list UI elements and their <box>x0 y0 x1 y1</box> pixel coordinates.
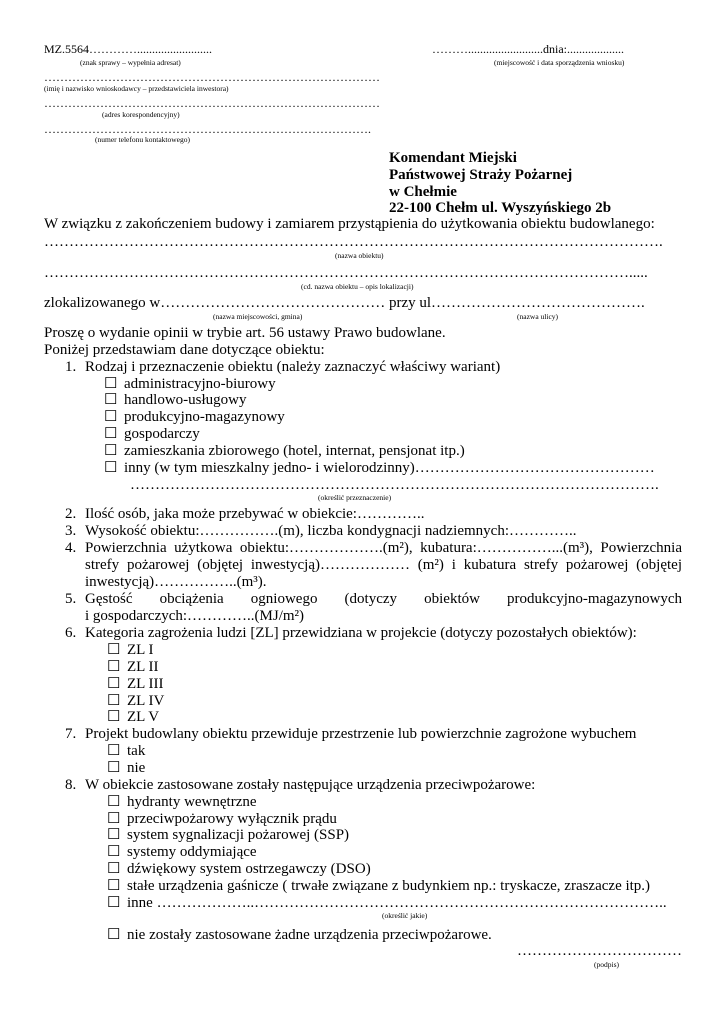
item-number: 6. <box>65 625 77 641</box>
item-8: 8. W obiekcie zastosowane zostały następujące urządzenia przeciwpożarowe: <box>65 777 536 793</box>
device-option-none[interactable]: ☐ nie zostały zastosowane żadne urządzenia przeciwpożarowe. <box>107 927 492 943</box>
checkbox-icon[interactable]: ☐ <box>107 642 121 658</box>
device-option-0[interactable]: ☐ hydranty wewnętrzne <box>107 794 257 810</box>
address-caption: (adres korespondencyjny) <box>102 110 180 119</box>
object-location-field[interactable]: ………………………………………………………………………………………………………..... <box>44 265 648 281</box>
case-number-field[interactable]: MZ.5564…………......................... <box>44 42 212 56</box>
zl-option-3[interactable]: ☐ ZL IV <box>107 693 165 709</box>
device-option-1[interactable]: ☐ przeciwpożarowy wyłącznik prądu <box>107 811 337 827</box>
signature-caption: (podpis) <box>594 960 619 969</box>
place-date-caption: (miejscowość i data sporządzenia wniosku) <box>494 58 625 67</box>
checkbox-icon[interactable]: ☐ <box>107 743 121 759</box>
checkbox-icon[interactable]: ☐ <box>107 693 121 709</box>
device-option-6[interactable]: ☐ inne ………………..……………………………………………………………………….. <box>107 895 667 911</box>
checkbox-icon[interactable]: ☐ <box>107 861 121 877</box>
device-option-2[interactable]: ☐ system sygnalizacji pożarowej (SSP) <box>107 827 350 843</box>
item-5-line-2[interactable]: i gospodarczych:…………..(MJ/m²) <box>85 608 305 624</box>
type-option-4[interactable]: ☐ zamieszkania zbiorowego (hotel, internat, pensjonat itp.) <box>104 443 465 459</box>
request-sentence: Proszę o wydanie opinii w trybie art. 56 ustawy Prawo budowlane. <box>44 325 446 341</box>
item-4-number: 4. <box>65 540 77 556</box>
type-option-2[interactable]: ☐ produkcyjno-magazynowy <box>104 409 285 425</box>
item-5-line-1: Gęstość obciążenia ogniowego (dotyczy obiektów produkcyjno-magazynowych <box>85 591 682 607</box>
checkbox-icon[interactable]: ☐ <box>107 895 121 911</box>
item-2[interactable]: 2. Ilość osób, jaka może przebywać w obiekcie:………….. <box>65 506 425 522</box>
item-number: 1. <box>65 359 77 375</box>
checkbox-icon[interactable]: ☐ <box>107 878 121 894</box>
device-other-caption: (określić jakie) <box>382 911 428 920</box>
street-caption: (nazwa ulicy) <box>517 312 559 321</box>
data-intro-sentence: Poniżej przedstawiam dane dotyczące obiektu: <box>44 342 325 358</box>
type-option-1[interactable]: ☐ handlowo-usługowy <box>104 392 247 408</box>
device-option-5[interactable]: ☐ stałe urządzenia gaśnicze ( trwałe związane z budynkiem np.: tryskacze, zraszacze itp.) <box>107 878 651 894</box>
device-option-3[interactable]: ☐ systemy oddymiające <box>107 844 257 860</box>
item-4-line-3[interactable]: inwestycją)……………..(m³). <box>85 574 267 590</box>
type-other-caption: (określić przeznaczenie) <box>318 493 392 502</box>
type-option-0[interactable]: ☐ administracyjno-biurowy <box>104 376 276 392</box>
type-other-field[interactable]: ……………………………………………………………………………………………. <box>130 477 659 493</box>
item-1-text: Rodzaj i przeznaczenie obiektu (należy zaznaczyć właściwy wariant) <box>85 359 501 375</box>
type-option-5[interactable]: ☐ inny (w tym mieszkalny jedno- i wielorodzinny)………………………………………… <box>104 460 655 476</box>
recipient-line-4: 22-100 Chełm ul. Wyszyńskiego 2b <box>389 200 612 216</box>
item-3[interactable]: 3. Wysokość obiektu:…………….(m), liczba kondygnacji nadziemnych:………….. <box>65 523 577 539</box>
checkbox-icon[interactable]: ☐ <box>107 676 121 692</box>
checkbox-icon[interactable]: ☐ <box>107 794 121 810</box>
applicant-name-field[interactable]: ………………………………………………………………………… <box>44 70 380 84</box>
checkbox-icon[interactable]: ☐ <box>104 443 118 459</box>
recipient-line-1: Komendant Miejski <box>389 150 517 166</box>
intro-sentence: W związku z zakończeniem budowy i zamiarem przystąpienia do użytkowania obiektu budowlanego: <box>44 216 655 232</box>
item-7: 7. Projekt budowlany obiektu przewiduje przestrzenie lub powierzchnie zagrożone wybuchem <box>65 726 637 742</box>
signature-field[interactable]: …………………………… <box>517 943 682 959</box>
type-option-3[interactable]: ☐ gospodarczy <box>104 426 200 442</box>
applicant-name-caption: (imię i nazwisko wnioskodawcy – przedstawiciela inwestora) <box>44 84 229 93</box>
recipient-line-3: w Chełmie <box>389 184 457 200</box>
item-number: 3. <box>65 523 77 539</box>
checkbox-icon[interactable]: ☐ <box>107 827 121 843</box>
checkbox-icon[interactable]: ☐ <box>107 927 121 943</box>
location-field[interactable]: zlokalizowanego w……………………………………… przy ul……………………………………. <box>44 295 645 311</box>
item-number: 2. <box>65 506 77 522</box>
item-6: 6. Kategoria zagrożenia ludzi [ZL] przewidziana w projekcie (dotyczy pozostałych obiektów): <box>65 625 637 641</box>
checkbox-icon[interactable]: ☐ <box>104 392 118 408</box>
phone-caption: (numer telefonu kontaktowego) <box>95 135 190 144</box>
phone-field[interactable]: ………………………………………………………………………. <box>44 122 371 136</box>
address-field[interactable]: ………………………………………………………………………… <box>44 96 380 110</box>
device-option-4[interactable]: ☐ dźwiękowy system ostrzegawczy (DSO) <box>107 861 371 877</box>
item-4-line-2[interactable]: strefy pożarowej (objętej inwestycją)……………… (m²) i kubatura strefy pożarowej (objętej <box>85 557 682 573</box>
place-date-field[interactable]: ……….........................dnia:................... <box>432 42 624 56</box>
checkbox-icon[interactable]: ☐ <box>107 659 121 675</box>
zl-option-2[interactable]: ☐ ZL III <box>107 676 164 692</box>
checkbox-icon[interactable]: ☐ <box>104 376 118 392</box>
municipality-caption: (nazwa miejscowości, gmina) <box>213 312 303 321</box>
checkbox-icon[interactable]: ☐ <box>107 709 121 725</box>
explosion-option-no[interactable]: ☐ nie <box>107 760 146 776</box>
item-4-line-1[interactable]: Powierzchnia użytkowa obiektu:……………….(m²), kubatura:……………...(m³), Powierzchnia <box>85 540 682 556</box>
object-location-caption: (cd. nazwa obiektu – opis lokalizacji) <box>301 282 414 291</box>
explosion-option-yes[interactable]: ☐ tak <box>107 743 146 759</box>
zl-option-4[interactable]: ☐ ZL V <box>107 709 160 725</box>
checkbox-icon[interactable]: ☐ <box>107 844 121 860</box>
checkbox-icon[interactable]: ☐ <box>104 409 118 425</box>
checkbox-icon[interactable]: ☐ <box>104 426 118 442</box>
item-5-number: 5. <box>65 591 77 607</box>
checkbox-icon[interactable]: ☐ <box>107 760 121 776</box>
object-name-caption: (nazwa obiektu) <box>335 251 384 260</box>
case-number-caption: (znak sprawy – wypełnia adresat) <box>80 58 181 67</box>
item-number: 8. <box>65 777 77 793</box>
recipient-line-2: Państwowej Straży Pożarnej <box>389 167 573 183</box>
object-name-field[interactable]: ……………………………………………………………………………………………………………. <box>44 234 663 250</box>
zl-option-0[interactable]: ☐ ZL I <box>107 642 154 658</box>
checkbox-icon[interactable]: ☐ <box>107 811 121 827</box>
item-number: 7. <box>65 726 77 742</box>
checkbox-icon[interactable]: ☐ <box>104 460 118 476</box>
item-1 <box>65 359 500 376</box>
zl-option-1[interactable]: ☐ ZL II <box>107 659 159 675</box>
